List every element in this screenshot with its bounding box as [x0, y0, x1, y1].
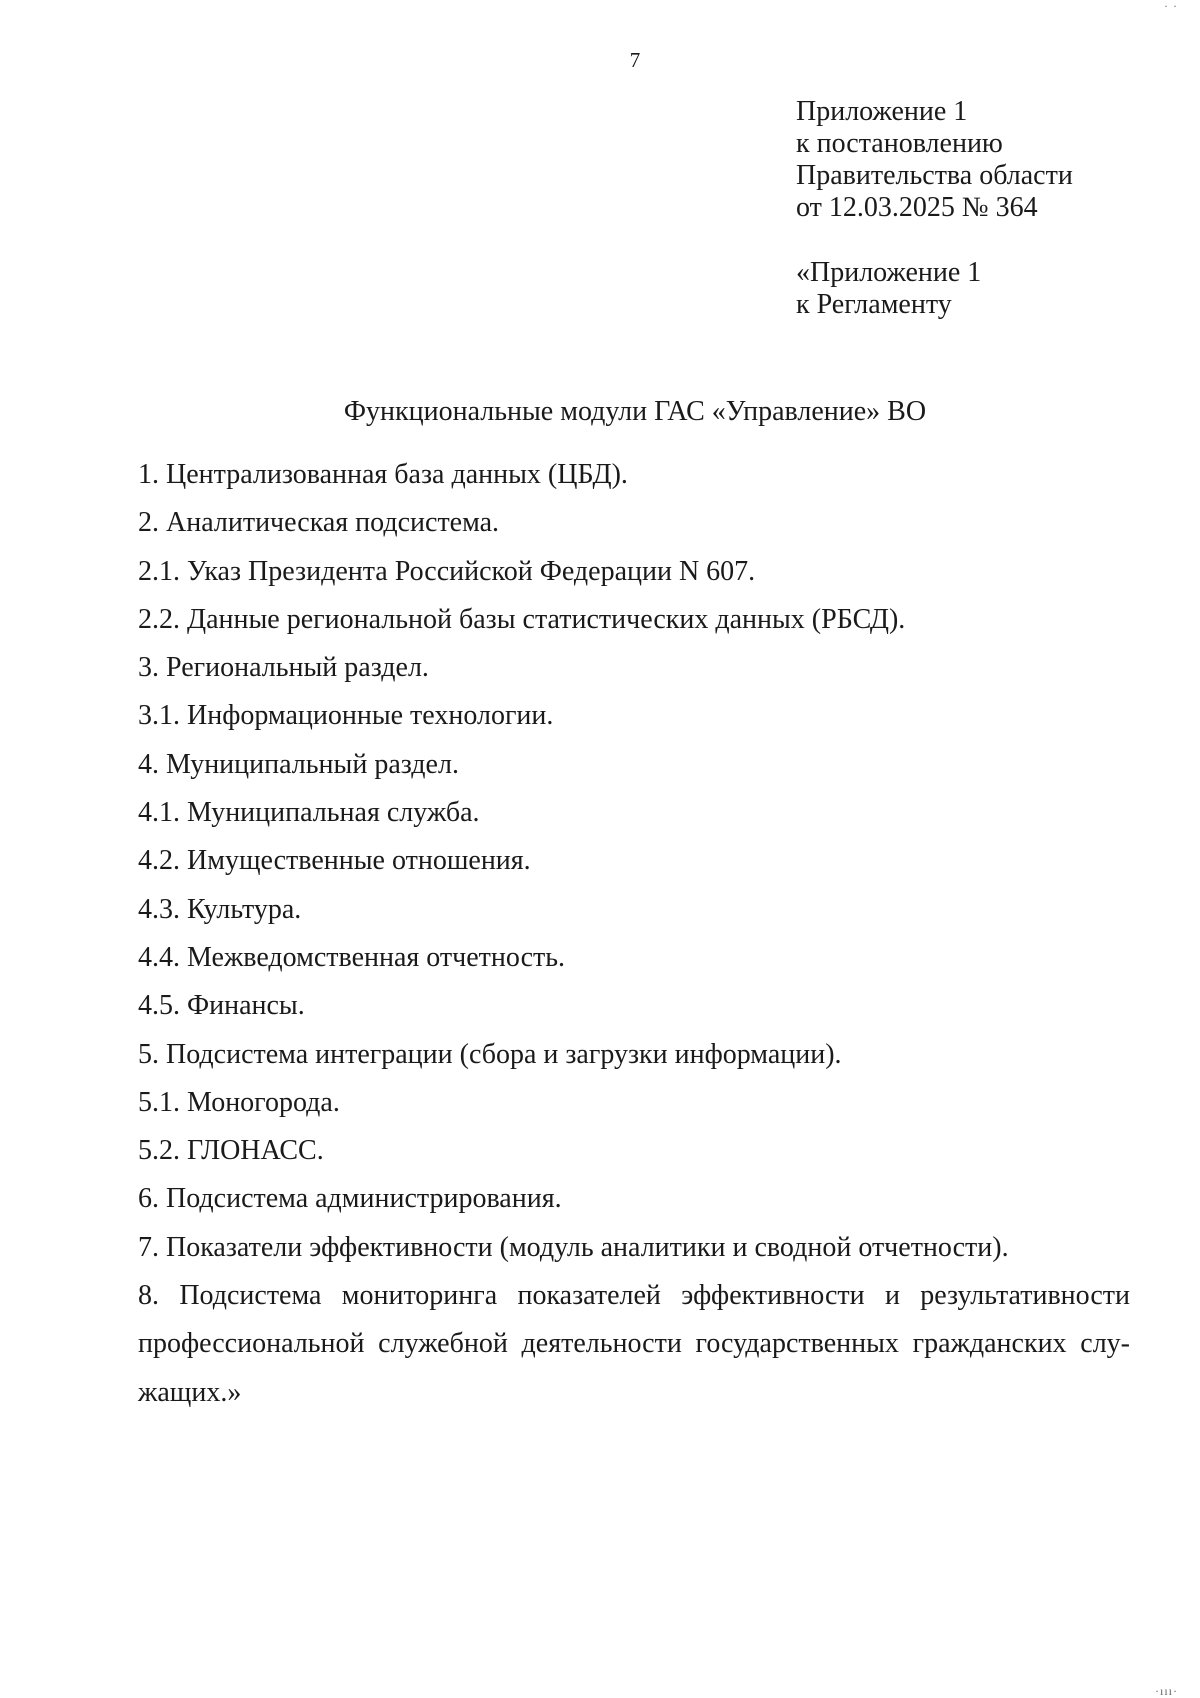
appendix-gap [796, 224, 1073, 257]
appendix-line: Приложение 1 [796, 96, 968, 127]
scan-mark-top: · · [1164, 0, 1178, 13]
list-item: 7. Показатели эффективности (модуль аналитики и сводной отчетности). [138, 1231, 1009, 1263]
list-item: 4.2. Имущественные отношения. [138, 845, 531, 877]
appendix-header [796, 96, 1073, 321]
module-list [138, 459, 1130, 1417]
regulation-line: к Регламенту [796, 289, 952, 320]
appendix-line: к постановлению [796, 128, 1003, 159]
list-item: 4.1. Муниципальная служба. [138, 797, 480, 829]
list-item: 3. Региональный раздел. [138, 652, 429, 684]
regulation-line: «Приложение 1 [796, 257, 982, 288]
document-title: Функциональные модули ГАС «Управление» ВО [343, 396, 927, 427]
list-item: 5.1. Моногорода. [138, 1086, 340, 1118]
list-item: 8. Подсистема мониторинга показателей эффективности и результативности профессиональной служебной деятельности государственных гражданских слу-жащих.» [138, 1280, 1130, 1408]
list-item: 2.2. Данные региональной базы статистических данных (РБСД). [138, 603, 906, 635]
list-item: 5.2. ГЛОНАСС. [138, 1135, 324, 1167]
scan-mark-bottom: ·ııı· [1155, 1684, 1178, 1698]
list-item: 4.3. Культура. [138, 893, 302, 925]
page-number: 7 [629, 48, 641, 72]
list-item: 2.1. Указ Президента Российской Федерации N 607. [138, 555, 756, 587]
list-item: 4. Муниципальный раздел. [138, 748, 459, 780]
appendix-line: от 12.03.2025 № 364 [796, 192, 1038, 223]
list-item: 2. Аналитическая подсистема. [138, 507, 500, 539]
list-item: 5. Подсистема интеграции (сбора и загрузки информации). [138, 1038, 842, 1070]
list-item: 4.5. Финансы. [138, 990, 305, 1022]
list-item: 6. Подсистема администрирования. [138, 1183, 562, 1215]
appendix-line: Правительства области [796, 160, 1073, 191]
list-item: 1. Централизованная база данных (ЦБД). [138, 459, 628, 490]
list-item: 4.4. Межведомственная отчетность. [138, 941, 565, 973]
list-item: 3.1. Информационные технологии. [138, 700, 554, 732]
